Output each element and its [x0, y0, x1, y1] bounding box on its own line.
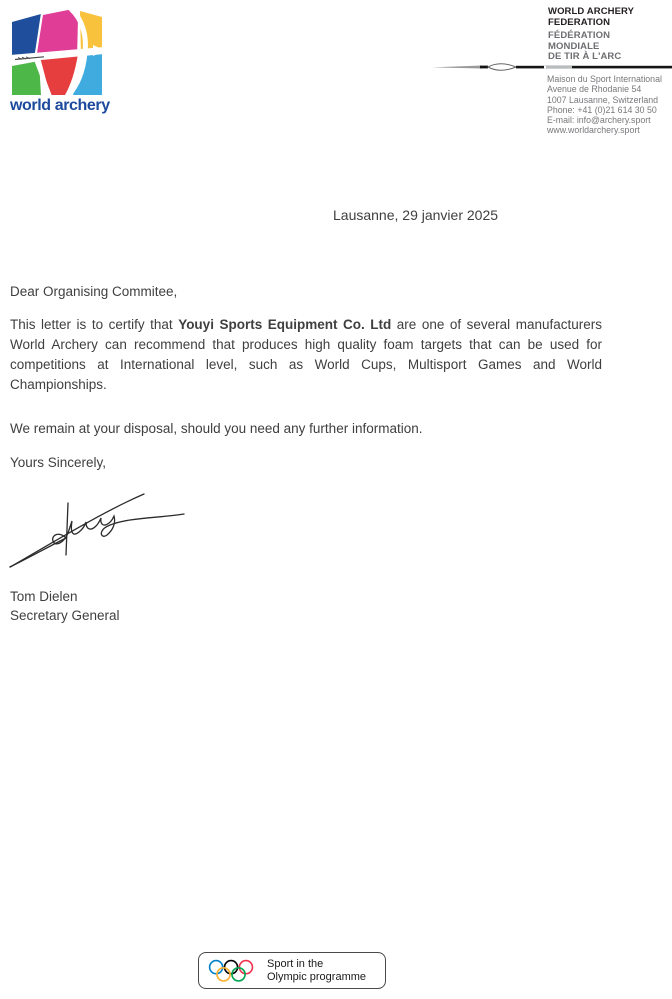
arrow-graphic — [430, 59, 672, 75]
org-name-line: MONDIALE — [548, 40, 600, 52]
address-block — [547, 74, 672, 136]
address-line: www.worldarchery.sport — [547, 125, 640, 136]
body-intro: This letter is to certify that — [10, 317, 179, 332]
salutation: Dear Organising Commitee, — [10, 284, 178, 299]
dateline: Lausanne, 29 janvier 2025 — [333, 207, 499, 223]
org-name-line: FEDERATION — [548, 16, 611, 28]
world-archery-wordmark: world archery — [10, 97, 110, 114]
olympic-badge-line: Sport in the — [267, 958, 324, 970]
olympic-rings-icon — [207, 958, 257, 984]
olympic-badge-text — [267, 958, 366, 983]
address-line: Phone: +41 (0)21 614 30 50 — [547, 104, 657, 115]
org-name-line: FÉDÉRATION — [548, 30, 611, 41]
org-name-block — [548, 7, 668, 63]
org-name-line: DE TIR À L'ARC — [548, 51, 622, 62]
world-archery-logo-icon — [10, 9, 104, 95]
body-paragraph-2: We remain at your disposal, should you need any further information. — [10, 421, 423, 436]
address-line: Avenue de Rhodanie 54 — [547, 84, 642, 95]
company-name: Youyi Sports Equipment Co. Ltd — [178, 317, 392, 332]
closing: Yours Sincerely, — [10, 455, 107, 470]
address-line: E-mail: info@archery.sport — [547, 115, 651, 126]
world-archery-logo — [10, 9, 110, 115]
signature — [4, 483, 219, 575]
signer-title: Secretary General — [10, 608, 120, 623]
body-rest: are one of several manufacturers World Archery can recommend that produces high quality foam targets that can be used for competitions at International level, such as World Cups, Multisport Games and World Championships. — [10, 317, 602, 392]
address-line: Maison du Sport International — [547, 74, 662, 84]
org-name-english — [548, 7, 668, 28]
olympic-badge-line: Olympic programme — [267, 970, 367, 983]
body-paragraph-main — [10, 315, 602, 395]
signer-name: Tom Dielen — [10, 589, 78, 604]
address-line: 1007 Lausanne, Switzerland — [547, 94, 659, 105]
org-name-line: WORLD ARCHERY — [548, 6, 635, 17]
org-name-french — [548, 31, 668, 63]
olympic-programme-badge — [198, 952, 386, 989]
